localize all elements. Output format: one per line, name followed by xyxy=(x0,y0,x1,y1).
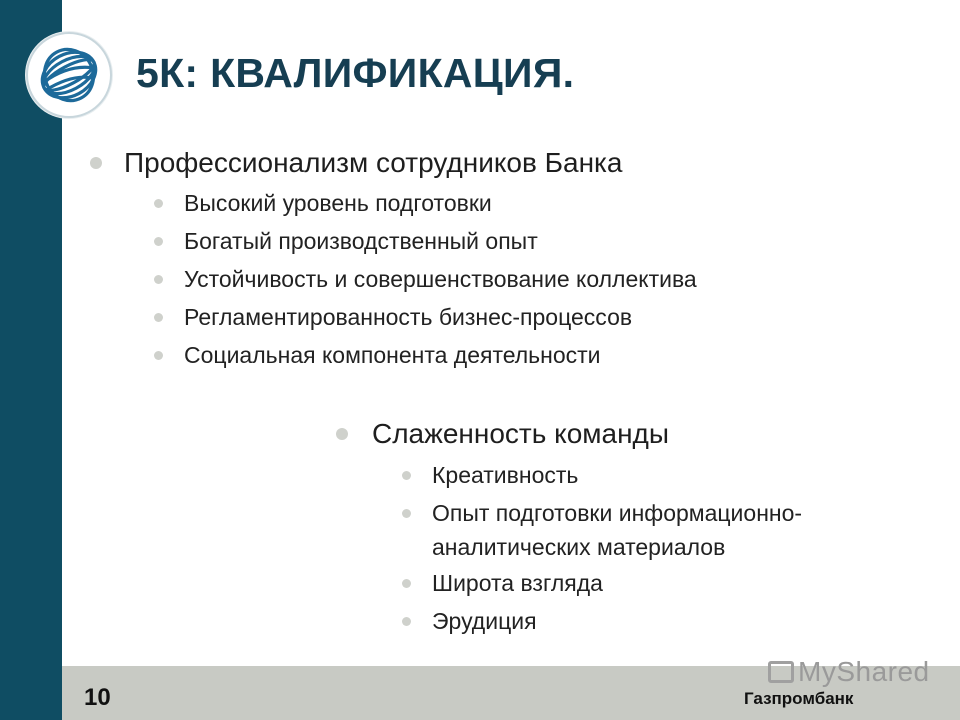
sublist-teamwork xyxy=(402,456,802,640)
list-item-label: Богатый производственный опыт xyxy=(184,228,538,254)
gazprombank-logo xyxy=(26,32,112,118)
bullet-icon xyxy=(402,617,411,626)
list-item-label: Широта взгляда xyxy=(432,570,603,596)
sublist-professionalism xyxy=(154,184,697,374)
list-item-label: Регламентированность бизнес-процессов xyxy=(184,304,633,330)
list-item xyxy=(154,260,697,298)
section-heading: Профессионализм сотрудников Банка xyxy=(124,147,623,178)
list-item xyxy=(402,456,802,494)
list-item xyxy=(402,564,802,602)
list-item xyxy=(154,222,697,260)
list-item-label: Социальная компонента деятельности xyxy=(184,342,601,368)
list-item-continuation xyxy=(402,530,802,564)
list-item-label: Устойчивость и совершенствование коллектива xyxy=(184,266,697,292)
list-item-label: аналитических материалов xyxy=(432,534,726,560)
list-item-label: Опыт подготовки информационно- xyxy=(432,500,803,526)
section-heading: Слаженность команды xyxy=(372,418,670,449)
page-number: 10 xyxy=(84,684,111,711)
list-item-label: Эрудиция xyxy=(432,608,537,634)
bullet-icon xyxy=(154,313,163,322)
list-item-label: Креативность xyxy=(432,462,579,488)
presentation-icon xyxy=(768,661,794,683)
list-item xyxy=(154,336,697,374)
bullet-icon xyxy=(90,157,102,169)
watermark xyxy=(768,656,930,688)
footer-brand: Газпромбанк xyxy=(744,689,854,708)
bullet-icon xyxy=(154,237,163,246)
bullet-icon xyxy=(154,199,163,208)
list-item xyxy=(90,146,622,180)
slide-title: 5К: КВАЛИФИКАЦИЯ. xyxy=(136,50,575,96)
list-item xyxy=(402,602,802,640)
watermark-text: MyShared xyxy=(798,656,930,687)
bullet-icon xyxy=(402,509,411,518)
bullet-icon xyxy=(154,275,163,284)
bullet-icon xyxy=(402,471,411,480)
section-list-teamwork xyxy=(336,417,669,451)
section-list-professionalism xyxy=(90,146,622,180)
list-item-label: Высокий уровень подготовки xyxy=(184,190,492,216)
bullet-icon xyxy=(336,428,348,440)
list-item xyxy=(402,496,802,530)
list-item xyxy=(154,184,697,222)
bullet-icon xyxy=(154,351,163,360)
list-item xyxy=(336,417,669,451)
list-item xyxy=(154,298,697,336)
bullet-icon xyxy=(402,579,411,588)
